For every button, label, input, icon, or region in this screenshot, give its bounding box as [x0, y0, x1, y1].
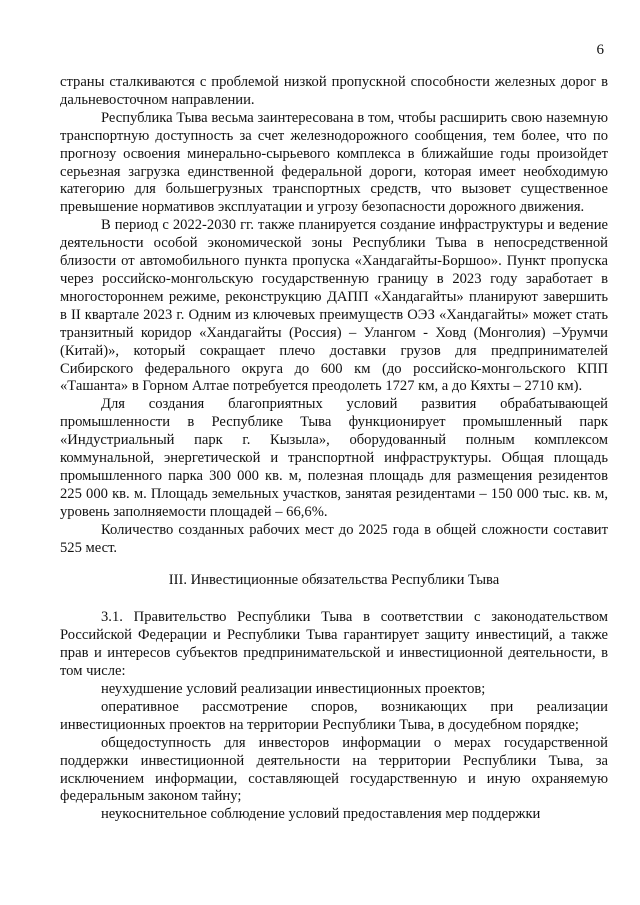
page-number: 6: [596, 42, 604, 58]
paragraph: В период с 2022-2030 гг. также планируется создание инфраструктуры и ведение деятельности особой экономической зоны Республики Тыва в непосредственной близости от автомобильного пункта пропуска «Хандагайты-Боршоо». Пункт пропуска через российско-монгольскую государственную границу в 2023 году заработает в многостороннем режиме, реконструкцию ДАПП «Хандагайты» планируют завершить в II квартале 2023 г. Одним из ключевых преимуществ ОЭЗ «Хандагайты» может стать транзитный коридор «Хандагайты (Россия) – Улангом - Ховд (Монголия) –Урумчи (Китай)», который сокращает плечо доставки грузов для предпринимателей Сибирского федерального округа до 600 км (до российско-монгольского КПП «Ташанта» в Горном Алтае потребуется преодолеть 1727 км, а до Кяхты – 2710 км).: [60, 217, 608, 395]
paragraph: Для создания благоприятных условий развития обрабатывающей промышленности в Республике Тыва функционирует промышленный парк «Индустриальный парк г. Кызыла», оборудованный полным комплексом коммунальной, энергетической и транспортной инфраструктуры. Общая площадь промышленного парка 300 000 кв. м, полезная площадь для размещения резидентов 225 000 кв. м. Площадь земельных участков, занятая резидентами – 150 000 тыс. кв. м, уровень заполняемости площадей – 66,6%.: [60, 396, 608, 520]
paragraph: Количество созданных рабочих мест до 2025 года в общей сложности составит 525 мест.: [60, 521, 608, 556]
document-body: [60, 74, 608, 824]
paragraph: Республика Тыва весьма заинтересована в том, чтобы расширить свою наземную транспортную доступность за счет железнодорожного сообщения, тем более, что по прогнозу освоения минерально-сырьевого комплекса в ближайшие годы произойдет серьезная загрузка единственной федеральной дороги, которая имеет необходимую категорию для большегрузных транспортных средств, что вызовет существенное превышение нормативов эксплуатации и угрозу безопасности дорожного движения.: [60, 109, 608, 216]
section-heading: III. Инвестиционные обязательства Республики Тыва: [168, 572, 500, 589]
paragraph: 3.1. Правительство Республики Тыва в соответствии с законодательством Российской Федерации и Республики Тыва гарантирует защиту инвестиций, а также прав и интересов субъектов предпринимательской и инвестиционной деятельности, в том числе:: [60, 609, 608, 680]
paragraph: страны сталкиваются с проблемой низкой пропускной способности железных дорог в дальневосточном направлении.: [60, 74, 608, 108]
list-item: оперативное рассмотрение споров, возникающих при реализации инвестиционных проектов на территории Республики Тыва, в досудебном порядке;: [60, 698, 608, 733]
list-item: неукоснительное соблюдение условий предоставления мер поддержки: [101, 806, 541, 823]
list-item: неухудшение условий реализации инвестиционных проектов;: [101, 681, 486, 697]
list-item: общедоступность для инвесторов информации о мерах государственной поддержки инвестиционной деятельности на территории Республики Тыва, за исключением информации, составляющей государственную и иную охраняемую федеральным законом тайну;: [60, 734, 608, 805]
